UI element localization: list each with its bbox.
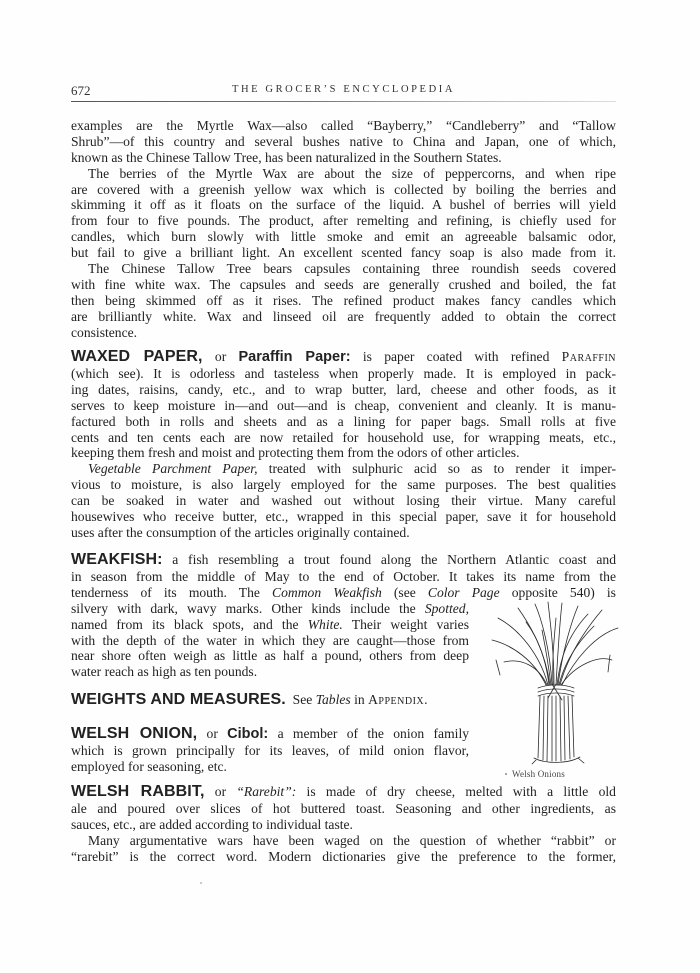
text-line: are brilliantly white. Wax and linseed oil are frequently added to obtain the correct — [71, 308, 616, 324]
entry-first-line: WAXED PAPER, or Paraffin Paper: is paper coated with refined Paraffin — [71, 348, 617, 365]
welsh-onions-illustration — [490, 600, 620, 765]
text-line: skimming it off as it floats on the surface of the liquid. A bushel of berries will yield — [71, 197, 616, 213]
text-line: cents and ten cents each are now retailed for household use, for wrapping meats, etc., — [71, 429, 616, 445]
entry-headword: WELSH ONION, — [71, 725, 198, 742]
text-line: housewives who receive butter, etc., wrapped in this special paper, save it for household — [71, 509, 616, 525]
text-line: Shrub”—of this country and several bushes native to China and Japan, one of which, — [71, 133, 616, 149]
text-line: but fail to give a brilliant light. An excellent scented fancy soap is also made from it. — [71, 245, 616, 261]
italic-term: Common Weakfish — [272, 584, 382, 600]
running-header — [71, 83, 616, 101]
text-line: with the depth of the water in which they are caught—those from — [71, 632, 469, 648]
text-line: are covered with a greenish yellow wax which is collected by boiling the berries and — [71, 181, 616, 197]
text-line: uses after the consumption of the articles originally contained. — [71, 524, 410, 540]
entry-alt-name: Cibol: — [227, 726, 269, 742]
text-line: known as the Chinese Tallow Tree, has been naturalized in the Southern States. — [71, 149, 502, 165]
italic-term: Vegetable Parchment Paper, — [88, 461, 258, 477]
entry-headword: WELSH RABBIT, — [71, 783, 205, 800]
header-rule — [71, 101, 616, 102]
text-line: factured both in rolls and sheets and as a lining for paper bags. Small rolls at five — [71, 413, 616, 429]
text-line: in season from the middle of May to the end of October. It takes its name from the — [71, 569, 616, 584]
text-line: from four to five pounds. The product, after remelting and refining, is chiefly used for — [71, 213, 616, 229]
running-title: THE GROCER’S ENCYCLOPEDIA — [231, 84, 456, 95]
entry-welsh-onion — [71, 726, 469, 775]
text-line: consistence. — [71, 324, 138, 340]
text-line: named from its black spots, and the White. Their weight varies — [71, 616, 469, 632]
entry-first-line: WEAKFISH: a fish resembling a trout found along the Northern Atlantic coast and — [71, 551, 616, 568]
text-line: The berries of the Myrtle Wax are about the size of peppercorns, and when ripe — [88, 165, 616, 181]
entry-headword: WEIGHTS AND MEASURES. — [71, 691, 286, 708]
page-number: 672 — [71, 83, 91, 98]
entry-welsh-rabbit — [71, 784, 616, 865]
entry-first-line: WELSH RABBIT, or “Rarebit”: is made of dry cheese, melted with a little old — [71, 783, 616, 800]
text-line: vious to moisture, is also largely employed for the same purposes. The best qualities — [71, 477, 616, 493]
text-line: can be soaked in water and washed out without losing their virtue. Many careful — [71, 493, 616, 509]
text-line: then being skimmed off as it rises. The refined product makes fancy candles which — [71, 292, 616, 308]
italic-term: Color Page — [427, 584, 500, 600]
text-line: silvery with dark, wavy marks. Other kinds include the Spotted, — [71, 600, 470, 616]
text-line: near shore often weigh as little as half a pound, others from deep — [71, 648, 469, 664]
illustration-caption: Welsh Onions — [512, 769, 565, 779]
text-line: water reach as high as ten pounds. — [71, 664, 258, 680]
text-line: keeping them fresh and moist and protecting them from the odors of other articles. — [71, 445, 520, 461]
text-line: examples are the Myrtle Wax—also called “Bayberry,” “Candleberry” and “Tallow — [71, 118, 616, 133]
cross-reference: Paraffin — [561, 349, 617, 364]
text-line: The Chinese Tallow Tree bears capsules containing three roundish seeds covered — [88, 261, 616, 277]
print-speck — [200, 882, 202, 884]
text-line: Vegetable Parchment Paper, treated with sulphuric acid so as to render it imper- — [88, 461, 617, 477]
text-line: ing dates, raisins, candy, etc., and to wrap butter, lard, cheese and other foods, as it — [71, 381, 616, 397]
text-line: ale and poured over slices of hot buttered toast. Seasoning and other ingredients, as — [71, 801, 616, 816]
text-line: with fine white wax. The capsules and seeds are generally crushed and boiled, the fat — [71, 276, 616, 292]
entry-alt-name: Paraffin Paper: — [238, 349, 351, 365]
text-line: which is grown principally for its leaves, of mild onion flavor, — [71, 743, 469, 758]
wax-entry-continuation — [71, 118, 616, 340]
entry-first-line: WELSH ONION, or Cibol: a member of the onion family — [71, 725, 470, 742]
text-line: (which see). It is odorless and tasteless when properly made. It is employed in pack- — [71, 366, 616, 381]
entry-first-line: WEIGHTS AND MEASURES. See Tables in Appendix. — [71, 691, 429, 708]
onion-bundle-icon — [490, 600, 620, 765]
print-speck — [505, 773, 507, 775]
italic-term: Tables — [315, 692, 351, 707]
entry-waxed-paper — [71, 349, 616, 541]
text-line: sauces, etc., are added according to individual taste. — [71, 816, 353, 832]
entry-headword: WAXED PAPER, — [71, 348, 203, 365]
entry-alt-name: “Rarebit”: — [236, 784, 297, 799]
text-line: Many argumentative wars have been waged on the question of whether “rabbit” or — [88, 832, 616, 848]
entry-headword: WEAKFISH: — [71, 551, 163, 568]
text-line: candles, which burn slowly with little smoke and emit an agreeable balsamic odor, — [71, 229, 616, 245]
text-line: employed for seasoning, etc. — [71, 758, 227, 774]
italic-term: Spotted, — [424, 600, 470, 616]
italic-term: White. — [307, 616, 343, 632]
narrow-column — [71, 601, 469, 680]
text-line: tenderness of its mouth. The Common Weakfish (see Color Page opposite 540) is — [71, 584, 616, 600]
text-line: serves to keep moisture in—and out—and is cheap, convenient and cleanly. It is manu- — [71, 397, 616, 413]
text-line: “rarebit” is the correct word. Modern dictionaries give the preference to the former, — [71, 848, 616, 864]
cross-reference: Appendix. — [368, 692, 429, 707]
